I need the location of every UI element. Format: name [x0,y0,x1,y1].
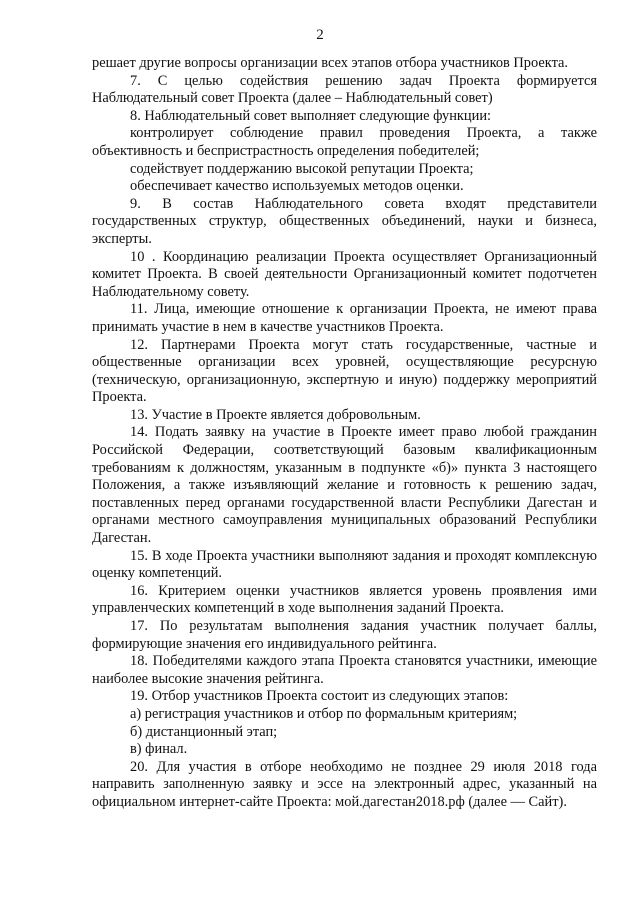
paragraph: решает другие вопросы организации всех этапов отбора участников Проекта. [92,55,569,71]
paragraph: обеспечивает качество используемых методов оценки. [130,178,464,195]
paragraph: 16. Критерием оценки участников является уровень проявления ими управленческих компетенций в ходе выполнения заданий Проекта. [92,582,597,617]
paragraph: контролирует соблюдение правил проведения Проекта, а также объективность и беспристрастность определения победителей; [92,125,597,159]
paragraph: содействует поддержанию высокой репутации Проекта; [130,160,474,177]
document-body [92,55,597,812]
paragraph: 15. В ходе Проекта участники выполняют задания и проходят комплексную оценку компетенций. [92,547,597,582]
paragraph: 13. Участие в Проекте является добровольным. [130,406,421,423]
paragraph: а) регистрация участников и отбор по формальным критериям; [130,705,518,722]
paragraph: 8. Наблюдательный совет выполняет следующие функции: [130,107,492,124]
page-number: 2 [316,27,324,43]
paragraph: 14. Подать заявку на участие в Проекте имеет право любой гражданин Российской Федерации, соответствующий базовым квалификационным требованиям к должностям, указанным в подпункте «б)» пункта 3 настоящего Положения, а также изъявляющий желание и готовность к решению задач, поставленных перед органами государственной власти Республики Дагестан и органами местного самоуправления муниципальных образований Республики Дагестан. [92,424,597,547]
paragraph: 18. Победителями каждого этапа Проекта становятся участники, имеющие наиболее высокие значения рейтинга. [92,653,597,687]
paragraph: 7. С целью содействия решению задач Проекта формируется Наблюдательный совет Проекта (далее – Наблюдательный совет) [92,72,597,107]
paragraph: 20. Для участия в отборе необходимо не позднее 29 июля 2018 года направить заполненную заявку и эссе на электронный адрес, указанный на официальном интернет-сайте Проекта: мой.дагестан2018.рф (далее — Сайт). [92,758,597,810]
paragraph: 19. Отбор участников Проекта состоит из следующих этапов: [130,688,509,705]
paragraph: в) финал. [130,741,188,758]
paragraph: 10 . Координацию реализации Проекта осуществляет Организационный комитет Проекта. В своей деятельности Организационный комитет подотчетен Наблюдательному совету. [92,248,597,300]
paragraph: 9. В состав Наблюдательного совета входят представители государственных структур, общественных объединений, науки и бизнеса, эксперты. [92,195,597,247]
paragraph: 12. Партнерами Проекта могут стать государственные, частные и общественные организации всех уровней, осуществляющие ресурсную (техническую, организационную, экспертную и иную) поддержку мероприятий Проекта. [92,336,597,406]
paragraph: 11. Лица, имеющие отношение к организации Проекта, не имеют права принимать участие в нем в качестве участников Проекта. [92,301,597,335]
paragraph: б) дистанционный этап; [130,723,278,740]
paragraph: 17. По результатам выполнения задания участник получает баллы, формирующие значения его индивидуального рейтинга. [92,618,597,652]
